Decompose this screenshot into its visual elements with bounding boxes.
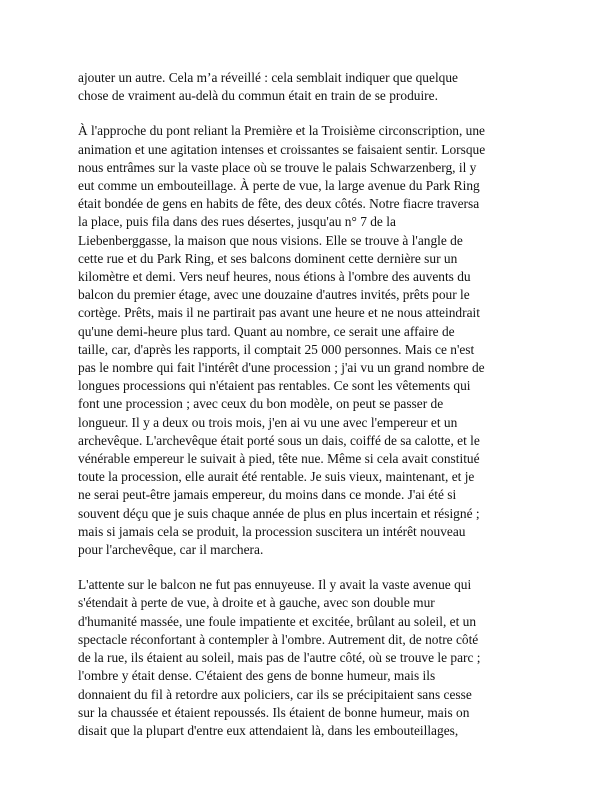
text-line: Liebenberggasse, la maison que nous visions. Elle se trouve à l'angle de (78, 232, 463, 248)
text-line: L'attente sur le balcon ne fut pas ennuyeuse. Il y avait la vaste avenue qui (78, 577, 472, 593)
text-line: longueur. Il y a deux ou trois mois, j'en ai vu une avec l'empereur et un (78, 414, 458, 430)
text-line: de la rue, ils étaient au soleil, mais pas de l'autre côté, où se trouve le parc ; (78, 650, 481, 666)
text-line: mais si jamais cela se produit, la procession suscitera un intérêt nouveau (78, 523, 466, 539)
text-line: chose de vraiment au-delà du commun était en train de se produire. (78, 88, 438, 104)
text-line: l'ombre y était dense. C'étaient des gens de bonne humeur, mais ils (78, 668, 436, 684)
text-line: qu'une demi-heure plus tard. Quant au nombre, ce serait une affaire de (78, 323, 455, 339)
text-line: était bondée de gens en habits de fête, des deux côtés. Notre fiacre traversa (78, 196, 480, 212)
text-line: ajouter un autre. Cela m’a réveillé : cela semblait indiquer que quelque (78, 70, 458, 85)
text-line: disait que la plupart d'entre eux attendaient là, dans les embouteillages, (78, 722, 459, 738)
text-line: la place, puis fila dans des rues désertes, jusqu'au n° 7 de la (78, 214, 396, 230)
text-line: cette rue et du Park Ring, et ses balcons dominent cette dernière sur un (78, 250, 458, 266)
text-line: longues processions qui n'étaient pas rentables. Ce sont les vêtements qui (78, 378, 471, 394)
text-line: d'humanité massée, une foule impatiente et excitée, brûlant au soleil, et un (78, 613, 477, 629)
text-line: taille, car, d'après les rapports, il comptait 25 000 personnes. Mais ce n'est (78, 341, 475, 357)
text-line: souvent déçu que je suis chaque année de plus en plus incertain et résigné ; (78, 505, 480, 521)
body-text (78, 69, 538, 757)
text-line: nous entrâmes sur la vaste place où se trouve le palais Schwarzenberg, il y (78, 159, 477, 175)
text-line: s'étendait à perte de vue, à droite et à gauche, avec son double mur (78, 595, 435, 611)
text-line: cortège. Prêts, mais il ne partirait pas avant une heure et ne nous atteindrait (78, 305, 480, 321)
text-line: archevêque. L'archevêque était porté sous un dais, coiffé de sa calotte, et le (78, 432, 480, 448)
paragraph-3 (78, 576, 538, 740)
text-line: balcon du premier étage, avec une douzaine d'autres invités, prêts pour le (78, 287, 470, 303)
text-line: sur la chaussée et étaient repoussés. Ils étaient de bonne humeur, mais on (78, 704, 470, 720)
text-line: vénérable empereur le suivait à pied, tête nue. Même si cela avait constitué (78, 451, 480, 467)
text-line: spectacle réconfortant à contempler à l'ombre. Autrement dit, de notre côté (78, 631, 479, 647)
text-line: font une procession ; avec ceux du bon modèle, on peut se passer de (78, 396, 444, 412)
text-line: pas le nombre qui fait l'intérêt d'une procession ; j'ai vu un grand nombre de (78, 360, 485, 376)
text-line: kilomètre et demi. Vers neuf heures, nous étions à l'ombre des auvents du (78, 269, 471, 285)
text-line: toute la procession, elle aurait été rentable. Je suis vieux, maintenant, et je (78, 469, 475, 485)
text-line: pour l'archevêque, car il marchera. (78, 542, 264, 558)
paragraph-2 (78, 122, 538, 559)
text-line: donnaient du fil à retordre aux policiers, car ils se précipitaient sans cesse (78, 686, 472, 702)
paragraph-1 (78, 69, 538, 105)
text-line: ne serai peut-être jamais empereur, du moins dans ce monde. J'ai été si (78, 487, 457, 503)
text-line: À l'approche du pont reliant la Première et la Troisième circonscription, une (78, 123, 485, 139)
text-line: animation et une agitation intenses et croissantes se faisaient sentir. Lorsque (78, 141, 486, 157)
text-line: eut comme un embouteillage. À perte de vue, la large avenue du Park Ring (78, 178, 480, 194)
